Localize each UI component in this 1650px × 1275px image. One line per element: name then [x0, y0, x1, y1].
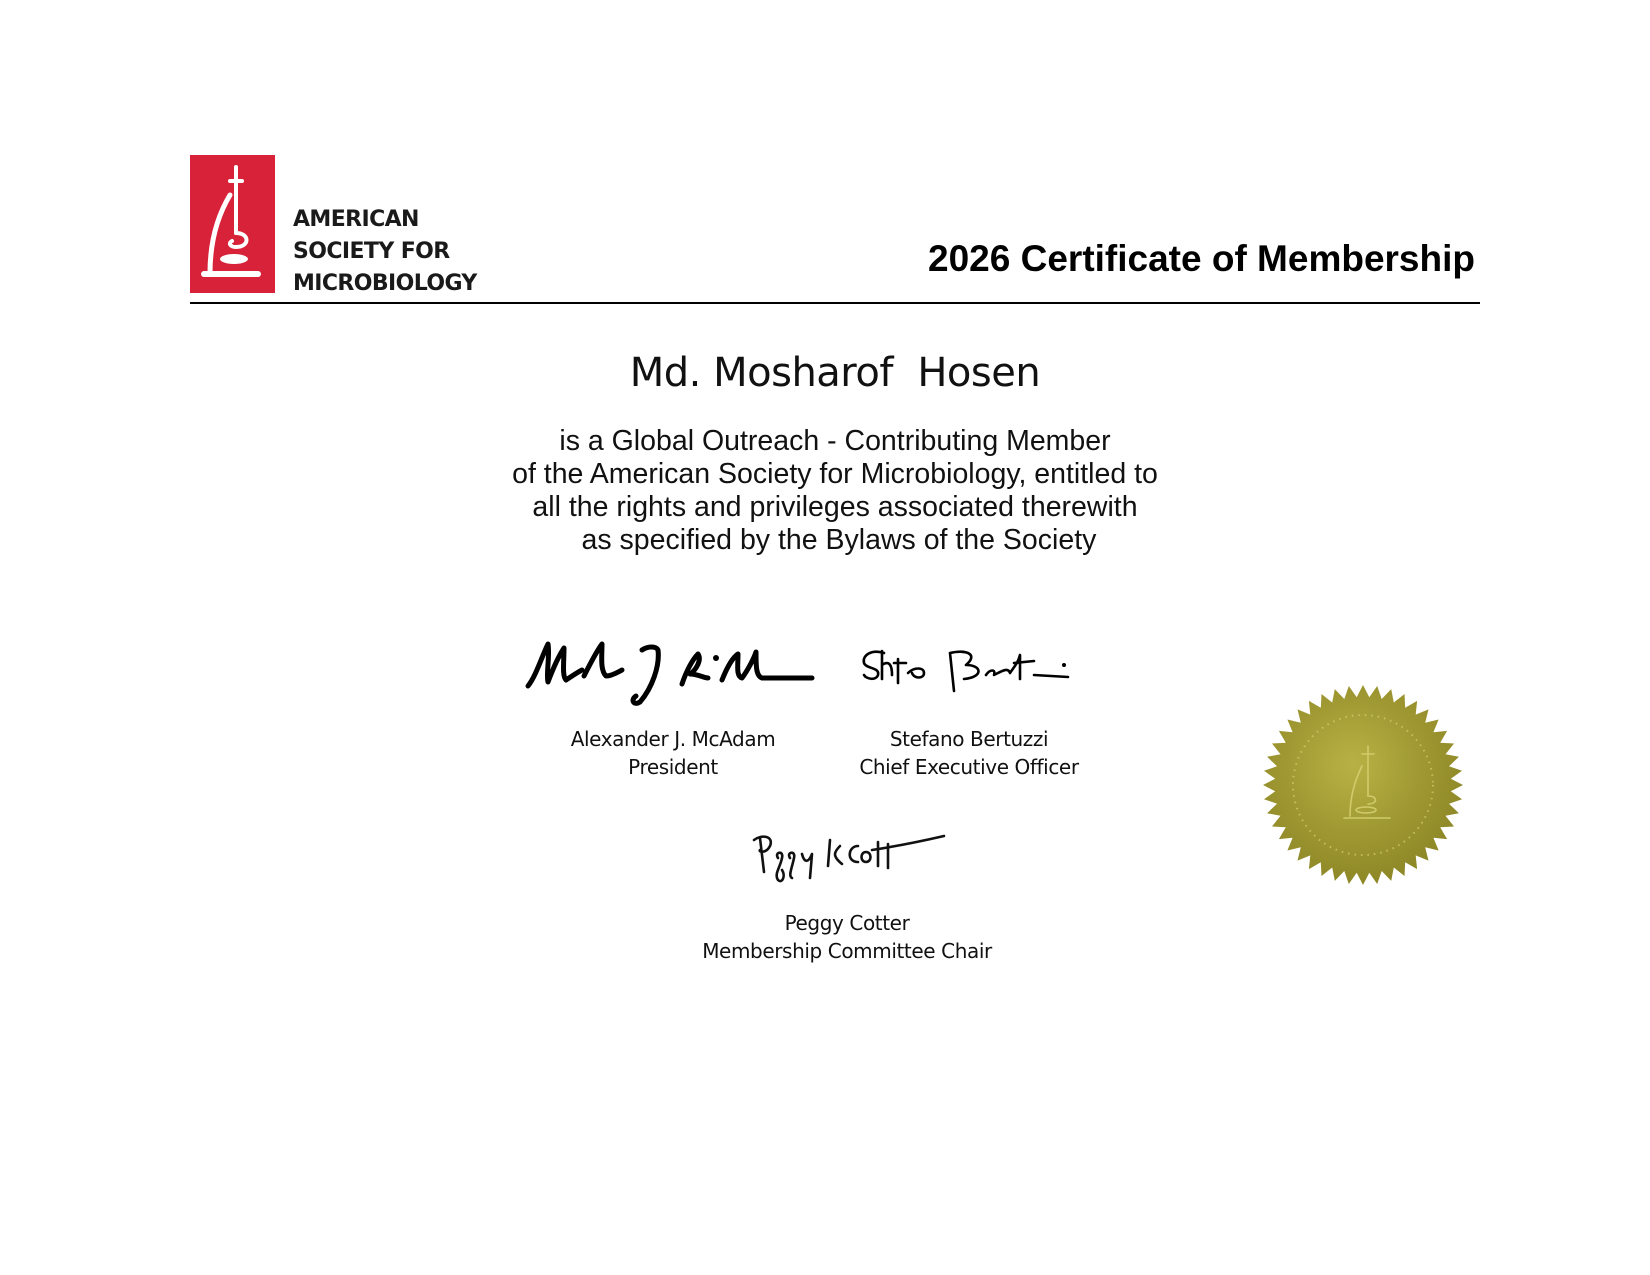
statement-line: of the American Society for Microbiology, entitled to — [512, 458, 1158, 490]
asm-logo-mark — [190, 155, 275, 293]
header-divider — [190, 302, 1480, 304]
statement-line: is a Global Outreach - Contributing Member — [559, 425, 1111, 457]
signer-name: Stefano Bertuzzi — [889, 727, 1049, 751]
signer-name: Alexander J. McAdam — [570, 727, 776, 751]
signature-committee-chair — [748, 828, 948, 888]
signer-role: President — [628, 755, 718, 779]
statement-line: all the rights and privileges associated therewith — [532, 491, 1138, 523]
signer-president — [523, 725, 823, 781]
org-name-line: SOCIETY FOR — [293, 239, 450, 264]
signer-committee-chair — [697, 909, 997, 965]
org-name — [293, 204, 477, 300]
org-name-line: MICROBIOLOGY — [293, 271, 477, 296]
org-name-line: AMERICAN — [293, 207, 419, 232]
signature-ceo — [858, 645, 1078, 700]
gold-seal — [1262, 684, 1464, 886]
signer-ceo — [819, 725, 1119, 781]
signer-name: Peggy Cotter — [784, 911, 910, 935]
signer-role: Membership Committee Chair — [702, 939, 992, 963]
microscope-icon — [190, 155, 275, 293]
certificate-title: 2026 Certificate of Membership — [928, 238, 1475, 279]
recipient-name: Md. Mosharof Hosen — [629, 350, 1041, 396]
signer-role: Chief Executive Officer — [859, 755, 1079, 779]
signature-president — [522, 636, 822, 711]
membership-statement — [0, 425, 1650, 557]
statement-line: as specified by the Bylaws of the Society — [573, 524, 1097, 556]
